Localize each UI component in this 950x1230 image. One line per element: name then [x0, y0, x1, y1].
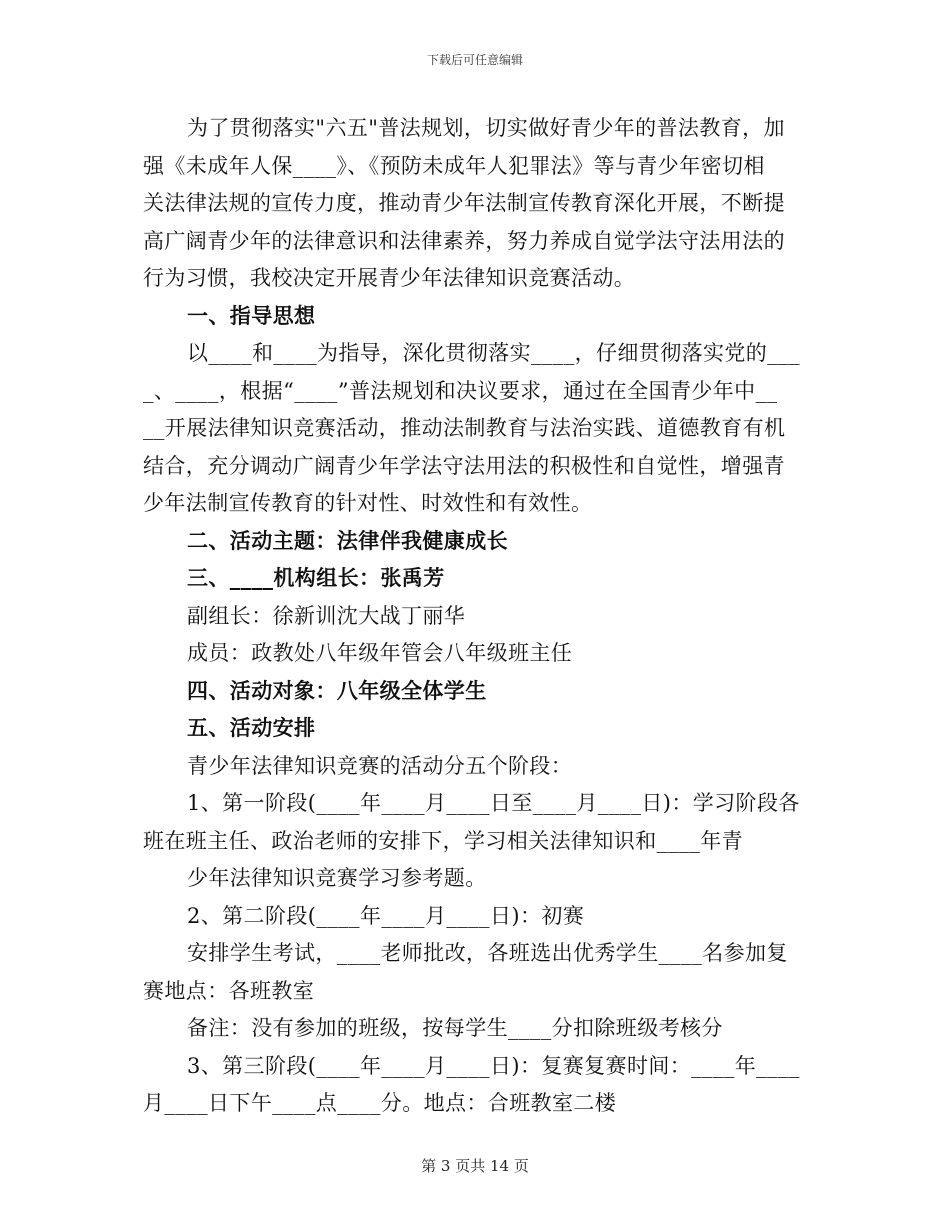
paragraph-line: 安排学生考试，____老师批改，各班选出优秀学生____名参加复	[187, 941, 788, 965]
paragraph-line: 高广阔青少年的法律意识和法律素养，努力养成自觉学法守法用法的	[143, 228, 785, 253]
page-header: 下载后可任意编辑	[426, 53, 523, 67]
document-body	[143, 110, 809, 1123]
paragraph-line: 以____和____为指导，深化贯彻落实____，仔细贯彻落实党的___	[187, 341, 800, 365]
paragraph-line: 强《未成年人保____》、《预防未成年人犯罪法》等与青少年密切相	[143, 153, 765, 178]
paragraph-line: 班在班主任、政治老师的安排下，学习相关法律知识和____年青	[143, 828, 743, 853]
section-heading: 二、活动主题：法律伴我健康成长	[187, 528, 508, 553]
page-footer: 第 3 页共 14 页	[421, 1157, 529, 1175]
paragraph-line: 少年法制宣传教育的针对性、时效性和有效性。	[143, 491, 593, 515]
section-heading: 三、____机构组长：张禹芳	[187, 566, 445, 590]
paragraph-line: 青少年法律知识竞赛的活动分五个阶段：	[187, 753, 573, 778]
section-heading: 五、活动安排	[187, 716, 316, 740]
paragraph-line: __开展法律知识竞赛活动，推动法制教育与法治实践、道德教育有机	[143, 416, 786, 440]
paragraph-line: 关法律法规的宣传力度，推动青少年法制宣传教育深化开展，不断提	[143, 191, 785, 215]
paragraph-line: 赛地点：各班教室	[143, 978, 315, 1003]
paragraph-line: 少年法律知识竞赛学习参考题。	[187, 866, 487, 890]
paragraph-line: 3、第三阶段(____年____月____日)：复赛复赛时间：____年____	[187, 1053, 800, 1078]
paragraph-line: 为了贯彻落实"六五"普法规划，切实做好青少年的普法教育，加	[187, 116, 785, 140]
paragraph-line: 副组长：徐新训沈大战丁丽华	[187, 603, 466, 628]
section-heading: 一、指导思想	[187, 303, 316, 328]
paragraph-line: 1、第一阶段(____年____月____日至____月____日)：学习阶段各	[187, 791, 800, 815]
paragraph-line: 2、第二阶段(____年____月____日)：初赛	[187, 903, 585, 928]
paragraph-line: 行为习惯，我校决定开展青少年法律知识竞赛活动。	[143, 266, 636, 290]
section-heading: 四、活动对象：八年级全体学生	[187, 678, 487, 703]
paragraph-line: 成员：政教处八年级年管会八年级班主任	[187, 641, 573, 665]
paragraph-line: _、____，根据“____”普法规划和决议要求，通过在全国青少年中__	[143, 378, 778, 403]
paragraph-line: 结合，充分调动广阔青少年学法守法用法的积极性和自觉性，增强青	[143, 453, 785, 478]
paragraph-line: 月____日下午____点____分。地点：合班教室二楼	[143, 1091, 617, 1115]
paragraph-line: 备注：没有参加的班级，按每学生____分扣除班级考核分	[187, 1016, 723, 1040]
